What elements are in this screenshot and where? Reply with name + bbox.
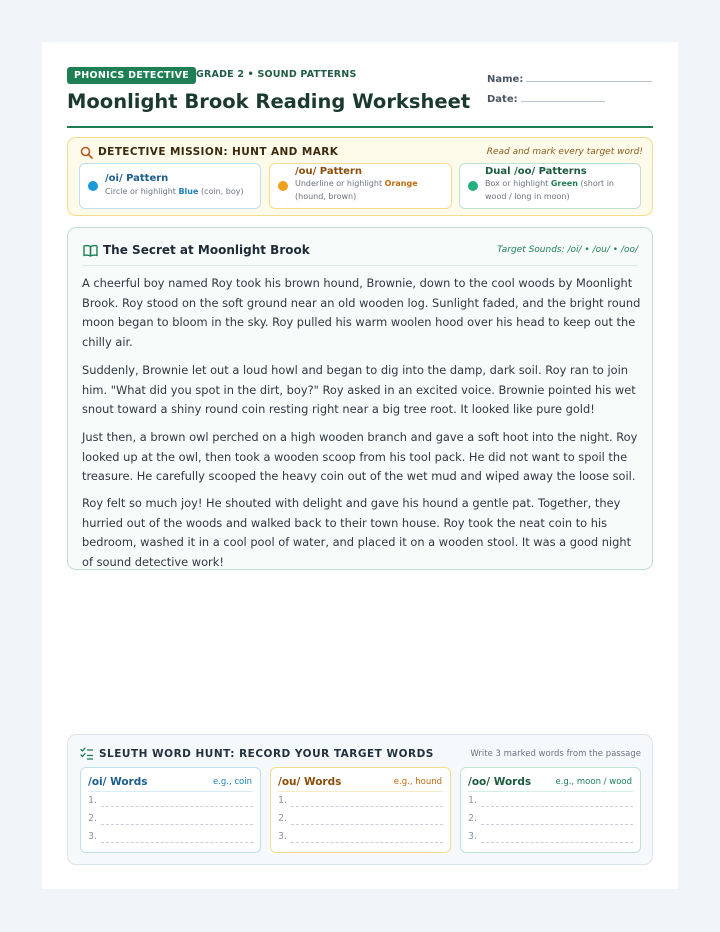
word-hunt-note: Write 3 marked words from the passage <box>470 749 641 759</box>
blue-dot-icon <box>88 181 98 191</box>
passage-divider <box>82 265 638 266</box>
answer-line-3[interactable]: 3. <box>278 831 443 845</box>
page-title: Moonlight Brook Reading Worksheet <box>67 90 471 113</box>
passage-paragraph: A cheerful boy named Roy took his brown hound, Brownie, down to the cool woods by Moonlight Brook. Roy stood on the soft ground near an old wooden log. Sunlight faded, and the bright round moon began to bloom in the sky. Roy pulled his warm woolen hood over his head to keep out the chilly air. <box>82 276 641 349</box>
passage-title: The Secret at Moonlight Brook <box>103 243 310 257</box>
ou-words-example: e.g., hound <box>393 777 442 787</box>
ou-words-card <box>270 767 451 853</box>
mission-heading: DETECTIVE MISSION: HUNT AND MARK <box>98 146 339 158</box>
passage-paragraph: Roy felt so much joy! He shouted with delight and gave his hound a gentle pat. Together, they hurried out of the woods and walked back to their town house. Roy took the neat coin to his bedroom, washed it in a cool pool of water, and placed it on a wooden stool. It was a good night of sound detective work! <box>82 496 632 569</box>
passage-paragraph: Just then, a brown owl perched on a high wooden branch and gave a soft hoot into the night. Roy looked up at the owl, then took a wooden scoop from his tool pack. He did not want to spoil the treasure. He carefully scooped the heavy coin out of the wet mud and wiped away the loose soil. <box>82 430 638 483</box>
word-hunt-panel <box>67 734 653 865</box>
oi-words-title: /oi/ Words <box>88 776 148 788</box>
card-divider <box>278 791 443 792</box>
green-dot-icon <box>468 181 478 191</box>
date-label: Date: <box>487 94 518 105</box>
oo-words-example: e.g., moon / wood <box>555 777 632 787</box>
oi-pattern-description: Circle or highlight Blue (coin, boy) <box>105 187 244 196</box>
name-field[interactable] <box>487 74 523 85</box>
answer-line-1[interactable]: 1. <box>468 795 633 809</box>
oo-words-title: /oo/ Words <box>468 776 532 788</box>
open-book-icon <box>83 244 98 257</box>
orange-dot-icon <box>278 181 288 191</box>
oi-pattern-title: /oi/ Pattern <box>105 173 169 184</box>
date-field[interactable] <box>487 94 518 105</box>
oo-words-card <box>460 767 641 853</box>
reading-passage-panel <box>67 227 653 570</box>
worksheet-page <box>42 42 678 889</box>
name-line[interactable] <box>526 81 652 82</box>
oo-pattern-title: Dual /oo/ Patterns <box>485 166 587 177</box>
answer-line-1[interactable]: 1. <box>88 795 253 809</box>
ou-words-title: /ou/ Words <box>278 776 342 788</box>
answer-line-2[interactable]: 2. <box>468 813 633 827</box>
oi-words-example: e.g., coin <box>212 777 252 787</box>
ou-pattern-card <box>269 163 452 209</box>
target-sounds-note: Target Sounds: /oi/ • /ou/ • /oo/ <box>497 245 638 255</box>
answer-line-2[interactable]: 2. <box>88 813 253 827</box>
card-divider <box>88 791 253 792</box>
answer-line-3[interactable]: 3. <box>468 831 633 845</box>
passage-paragraph: Suddenly, Brownie let out a loud howl and began to dig into the damp, dark soil. Roy ran to join him. "What did you spot in the dirt, boy?" Roy asked in an excited voice. Brownie pointed his wet snout toward a shiny round coin resting right near a big tree root. It looked like pure gold! <box>82 363 636 416</box>
magnifier-icon <box>80 146 93 159</box>
mission-note: Read and mark every target word! <box>486 147 643 157</box>
oo-pattern-card <box>459 163 641 209</box>
worksheet-header <box>67 66 653 128</box>
oi-words-card <box>80 767 261 853</box>
answer-line-1[interactable]: 1. <box>278 795 443 809</box>
card-divider <box>468 791 633 792</box>
ou-pattern-title: /ou/ Pattern <box>295 166 362 177</box>
checklist-icon <box>80 747 94 760</box>
oo-pattern-description: Box or highlight Green (short in wood / long in moon) <box>485 179 614 201</box>
ou-pattern-description: Underline or highlight Orange (hound, brown) <box>295 179 418 201</box>
answer-line-3[interactable]: 3. <box>88 831 253 845</box>
answer-line-2[interactable]: 2. <box>278 813 443 827</box>
word-hunt-heading: SLEUTH WORD HUNT: RECORD YOUR TARGET WORDS <box>99 748 434 760</box>
name-label: Name: <box>487 74 524 85</box>
phonics-badge: PHONICS DETECTIVE <box>67 67 196 84</box>
detective-mission-panel <box>67 137 653 216</box>
oi-pattern-card <box>79 163 261 209</box>
date-line[interactable] <box>521 101 605 102</box>
grade-label: GRADE 2 • SOUND PATTERNS <box>196 69 357 80</box>
